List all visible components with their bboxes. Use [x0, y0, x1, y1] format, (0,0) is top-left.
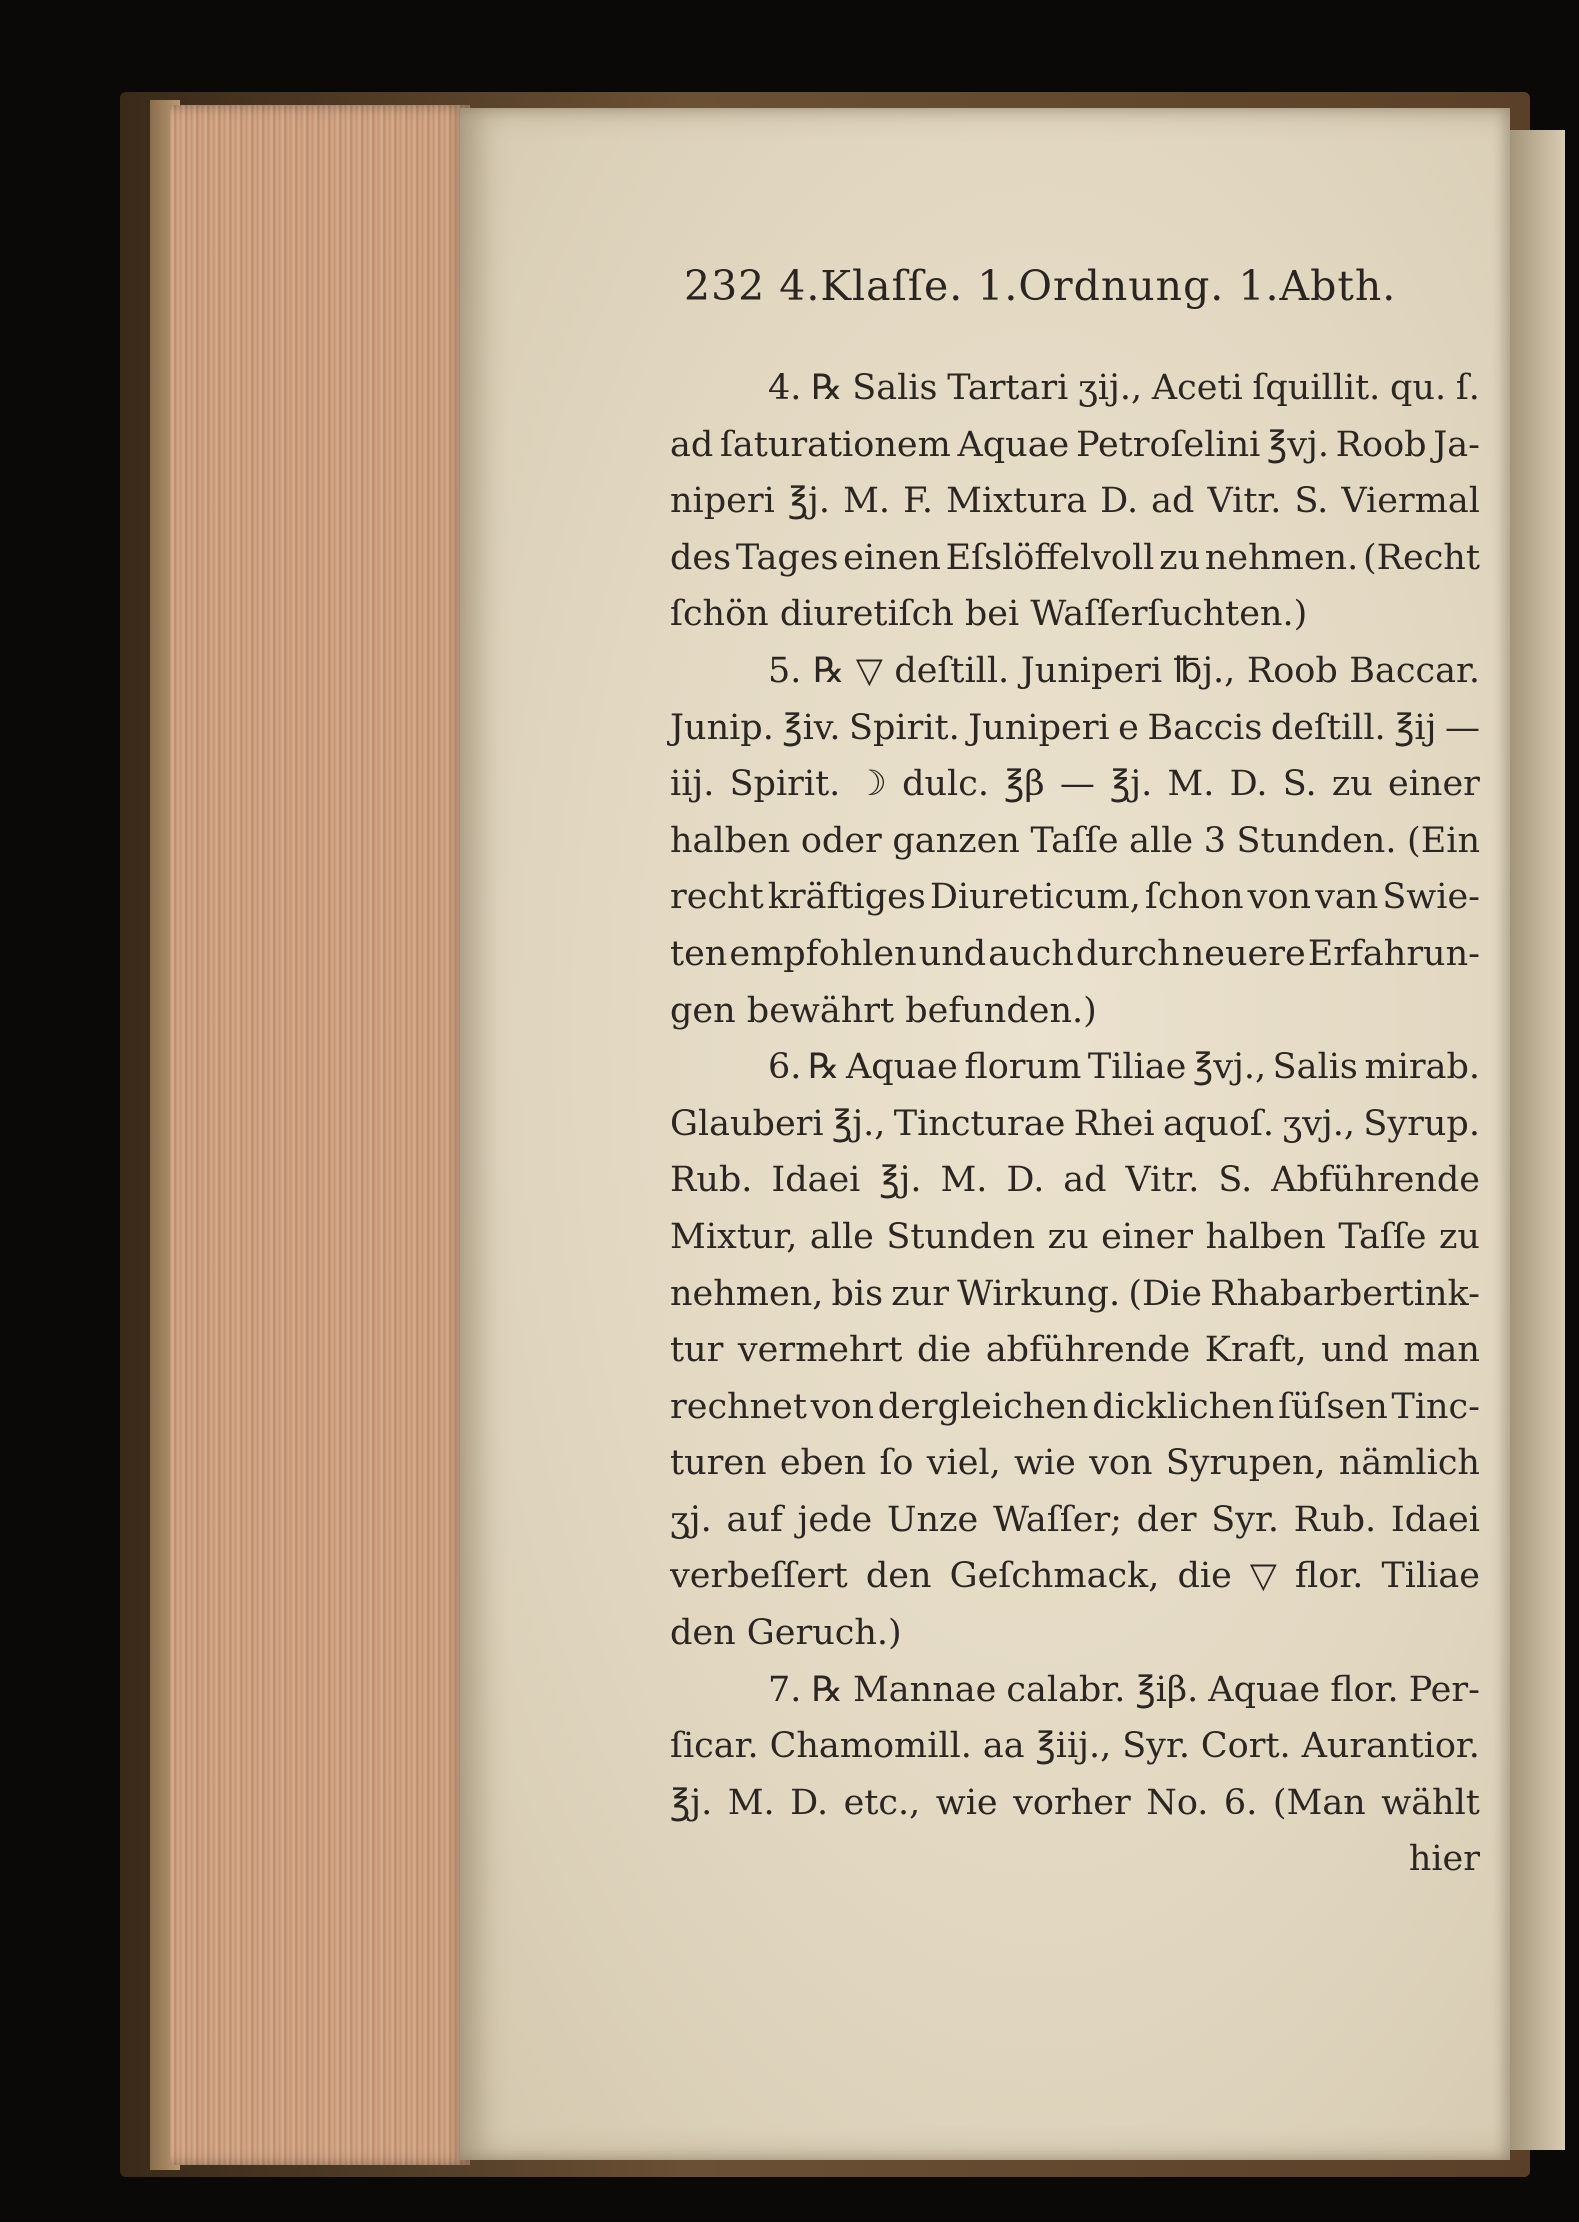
- word: ſaturationem: [719, 424, 951, 465]
- word: zur: [891, 1273, 949, 1314]
- word: ℞: [812, 650, 845, 691]
- word: —: [1444, 707, 1480, 748]
- word: Rub.: [1293, 1499, 1377, 1540]
- word: ʒvj.,: [1282, 1103, 1355, 1144]
- word: ʒj.: [670, 1499, 712, 1540]
- word: kräftiges: [767, 877, 926, 918]
- word: wählt: [1381, 1782, 1480, 1823]
- word: ſicar.: [670, 1726, 759, 1767]
- word: Ja-: [1433, 424, 1480, 465]
- word: Spirit.: [849, 707, 960, 748]
- word: qu.: [1390, 368, 1447, 408]
- word: einen: [843, 537, 941, 578]
- word: florum: [964, 1047, 1082, 1088]
- facing-page-edge: [1505, 130, 1565, 2150]
- word: Salis: [852, 368, 938, 408]
- word: mirab.: [1364, 1047, 1480, 1088]
- text-line: [670, 1718, 1480, 1775]
- word: viel,: [926, 1443, 1001, 1484]
- text-line: [670, 530, 1480, 587]
- word: ℥vj.: [1267, 424, 1329, 465]
- word: Diureticum,: [929, 877, 1141, 918]
- word: von: [810, 1386, 875, 1427]
- word: Rhei: [1073, 1103, 1155, 1144]
- word: wie: [935, 1782, 998, 1823]
- word: iij.: [670, 764, 715, 805]
- word: Eſslöffelvoll: [945, 537, 1155, 578]
- word: D.: [1006, 1160, 1045, 1201]
- word: ſ.: [1455, 368, 1480, 408]
- word: e: [1118, 707, 1139, 748]
- word: durch: [1075, 933, 1180, 974]
- word: ℥j.,: [832, 1103, 886, 1144]
- word: Aceti: [1151, 368, 1243, 408]
- word: bis: [831, 1273, 884, 1314]
- word: Idaei: [1390, 1499, 1480, 1540]
- word: M.: [843, 481, 891, 522]
- page-header: 232 4.Klaſſe. 1.Ordnung. 1.Abth.: [684, 262, 1397, 310]
- word: halben: [1205, 1216, 1326, 1257]
- word: S.: [1282, 764, 1317, 805]
- word: (Die: [1128, 1273, 1202, 1314]
- word: 3: [1203, 820, 1226, 861]
- word: ℥j.: [787, 481, 831, 522]
- word: nehmen,: [670, 1273, 824, 1314]
- word: ad: [1151, 481, 1195, 522]
- word: zu: [1331, 764, 1373, 805]
- word: Erfahrun-: [1307, 933, 1480, 974]
- text-line: [670, 1209, 1480, 1266]
- word: ſquillit.: [1252, 368, 1381, 408]
- word: (Man: [1272, 1782, 1366, 1823]
- page-stack-edges: [170, 105, 470, 2165]
- word: dicklichen: [1092, 1386, 1275, 1427]
- word: ▽: [1249, 1556, 1277, 1597]
- word: aa: [982, 1726, 1025, 1767]
- word: einer: [1101, 1216, 1194, 1257]
- word: Tiliae: [1381, 1556, 1480, 1597]
- text-line: [670, 360, 1480, 417]
- word: Aquae: [957, 424, 1070, 465]
- word: (Recht: [1362, 537, 1480, 578]
- word: Syrup.: [1363, 1103, 1480, 1144]
- text-line: gen bewährt befunden.): [670, 990, 1097, 1031]
- word: Tartari: [947, 368, 1069, 408]
- word: flor.: [1294, 1556, 1364, 1597]
- word: (Ein: [1407, 820, 1480, 861]
- text-line: [670, 1379, 1480, 1436]
- word: dulc.: [902, 764, 989, 805]
- word: ℞: [811, 368, 843, 408]
- word: D.: [1229, 764, 1268, 805]
- word: Taſſe: [1030, 820, 1119, 861]
- word: Taſſe: [1338, 1216, 1427, 1257]
- word: M.: [727, 1782, 775, 1823]
- word: zu: [1438, 1216, 1480, 1257]
- word: S.: [1218, 1160, 1253, 1201]
- word: Tiliae: [1087, 1047, 1187, 1088]
- word: Aquae: [845, 1047, 958, 1088]
- text-line: [670, 473, 1480, 530]
- word: die: [1177, 1556, 1232, 1597]
- word: ſchon: [1144, 877, 1244, 918]
- word: den: [865, 1556, 932, 1597]
- word: Mannae: [852, 1669, 997, 1710]
- word: ℥ij: [1394, 707, 1437, 748]
- word: die: [916, 1330, 972, 1371]
- catchword: hier: [1408, 1839, 1480, 1880]
- word: ℞: [808, 1047, 840, 1088]
- word: aquoſ.: [1162, 1103, 1274, 1144]
- word: Mixtur,: [670, 1216, 798, 1257]
- word: 6.: [768, 1047, 802, 1088]
- text-line: [670, 643, 1480, 700]
- word: Vitr.: [1207, 481, 1282, 522]
- text-line: [670, 1096, 1480, 1153]
- word: calabr.: [1006, 1669, 1126, 1710]
- word: vermehrt: [737, 1330, 903, 1371]
- word: ℥j.: [879, 1160, 922, 1201]
- text-line: ſchön diuretiſch bei Waſſerſuchten.): [670, 594, 1308, 635]
- word: Baccar.: [1349, 650, 1480, 691]
- word: Roob: [1246, 650, 1338, 691]
- word: ℥iv.: [782, 707, 841, 748]
- text-line: [670, 1775, 1480, 1832]
- word: etc.,: [843, 1782, 921, 1823]
- word: Syr.: [1211, 1499, 1279, 1540]
- word: ad: [1063, 1160, 1107, 1201]
- word: nehmen.: [1204, 537, 1359, 578]
- word: auch: [988, 933, 1074, 974]
- word: des: [670, 537, 732, 578]
- word: ℥vj.,: [1192, 1047, 1267, 1088]
- word: 6.: [1223, 1782, 1258, 1823]
- text-line: [670, 1662, 1480, 1719]
- word: Glauberi: [670, 1103, 824, 1144]
- word: ☽: [855, 764, 887, 805]
- word: Junip.: [670, 707, 774, 748]
- word: ad: [670, 424, 714, 465]
- word: —: [1059, 764, 1095, 805]
- word: F.: [903, 481, 934, 522]
- word: Roob: [1335, 424, 1427, 465]
- word: S.: [1294, 481, 1329, 522]
- word: D.: [1100, 481, 1139, 522]
- text-line: [670, 1492, 1480, 1549]
- word: von: [1089, 1443, 1153, 1484]
- word: Petroſelini: [1075, 424, 1261, 465]
- word: ℥iij.,: [1035, 1726, 1112, 1767]
- word: wie: [1014, 1443, 1076, 1484]
- word: einer: [1388, 764, 1480, 805]
- word: Aquae: [1208, 1669, 1321, 1710]
- word: deſtill.: [894, 650, 1010, 691]
- text-line: [670, 1266, 1480, 1323]
- word: und: [1321, 1330, 1389, 1371]
- word: Tinc-: [1391, 1386, 1480, 1427]
- word: alle: [809, 1216, 874, 1257]
- word: ℥iβ.: [1135, 1669, 1199, 1710]
- word: ℔j.,: [1173, 650, 1236, 691]
- word: ▽: [855, 650, 883, 691]
- word: von: [1247, 877, 1312, 918]
- word: tur: [670, 1330, 724, 1371]
- word: 4.: [768, 368, 802, 408]
- word: flor.: [1330, 1669, 1399, 1710]
- word: Spirit.: [729, 764, 841, 805]
- word: Juniperi: [1020, 650, 1163, 691]
- word: deſtill.: [1270, 707, 1386, 748]
- word: Wirkung.: [957, 1273, 1121, 1314]
- word: abführende: [985, 1330, 1191, 1371]
- word: Viermal: [1341, 481, 1480, 522]
- word: M.: [940, 1160, 988, 1201]
- text-line: den Geruch.): [670, 1613, 902, 1654]
- word: alle: [1129, 820, 1194, 861]
- word: Juniperi: [968, 707, 1110, 748]
- word: auf: [726, 1499, 783, 1540]
- word: Rhabarbertink-: [1210, 1273, 1480, 1314]
- word: M.: [1167, 764, 1215, 805]
- text-line: [670, 813, 1480, 870]
- word: Syr.: [1122, 1726, 1190, 1767]
- word: der: [1136, 1499, 1197, 1540]
- word: eben: [779, 1443, 867, 1484]
- text-line: [670, 926, 1480, 983]
- word: van: [1315, 877, 1379, 918]
- text-line: [670, 756, 1480, 813]
- word: nämlich: [1338, 1443, 1480, 1484]
- word: Abführende: [1271, 1160, 1480, 1201]
- word: Tages: [735, 537, 839, 578]
- word: neuere: [1181, 933, 1306, 974]
- word: verbeſſert: [670, 1556, 848, 1597]
- word: 7.: [768, 1669, 802, 1710]
- text-line: [670, 1152, 1480, 1209]
- word: No.: [1146, 1782, 1209, 1823]
- word: vorher: [1013, 1782, 1131, 1823]
- word: empfohlen: [729, 933, 917, 974]
- word: man: [1403, 1330, 1480, 1371]
- word: Waſſer;: [992, 1499, 1122, 1540]
- word: turen: [670, 1443, 767, 1484]
- word: Swie-: [1382, 877, 1480, 918]
- word: Geſchmack,: [949, 1556, 1160, 1597]
- text-line: [670, 1039, 1480, 1096]
- word: dergleichen: [877, 1386, 1089, 1427]
- text-line: [670, 1322, 1480, 1379]
- word: D.: [790, 1782, 829, 1823]
- word: Tincturae: [893, 1103, 1066, 1144]
- word: Mixtura: [946, 481, 1088, 522]
- word: Idaei: [771, 1160, 861, 1201]
- word: Syrupen,: [1165, 1443, 1326, 1484]
- word: Unze: [887, 1499, 979, 1540]
- word: Aurantior.: [1301, 1726, 1480, 1767]
- word: Stunden.: [1236, 820, 1397, 861]
- word: ℞: [811, 1669, 843, 1710]
- word: ten: [670, 933, 728, 974]
- word: Salis: [1272, 1047, 1358, 1088]
- word: niperi: [670, 481, 775, 522]
- text-line: [670, 1435, 1480, 1492]
- word: zu: [1159, 537, 1201, 578]
- text-line: [670, 869, 1480, 926]
- word: Per-: [1408, 1669, 1480, 1710]
- word: ℥β: [1004, 764, 1045, 805]
- text-line: [670, 700, 1480, 757]
- word: ganzen: [892, 820, 1020, 861]
- word: halben: [670, 820, 791, 861]
- word: 5.: [768, 650, 802, 691]
- word: ℥j.: [670, 1782, 713, 1823]
- word: oder: [800, 820, 882, 861]
- word: zu: [1047, 1216, 1089, 1257]
- word: recht: [670, 877, 764, 918]
- word: Rub.: [670, 1160, 753, 1201]
- word: Stunden: [886, 1216, 1036, 1257]
- word: ſüſsen: [1278, 1386, 1388, 1427]
- word: ℥j.: [1110, 764, 1153, 805]
- word: Kraft,: [1204, 1330, 1307, 1371]
- word: und: [918, 933, 987, 974]
- word: Cort.: [1200, 1726, 1291, 1767]
- word: Baccis: [1147, 707, 1263, 748]
- word: Chamomill.: [769, 1726, 972, 1767]
- word: ʒij.,: [1078, 368, 1143, 408]
- word: rechnet: [670, 1386, 807, 1427]
- page-body-text: [670, 360, 1480, 1888]
- text-line: [670, 1548, 1480, 1605]
- word: ſo: [879, 1443, 914, 1484]
- word: Vitr.: [1125, 1160, 1200, 1201]
- text-line: [670, 417, 1480, 474]
- word: jede: [797, 1499, 873, 1540]
